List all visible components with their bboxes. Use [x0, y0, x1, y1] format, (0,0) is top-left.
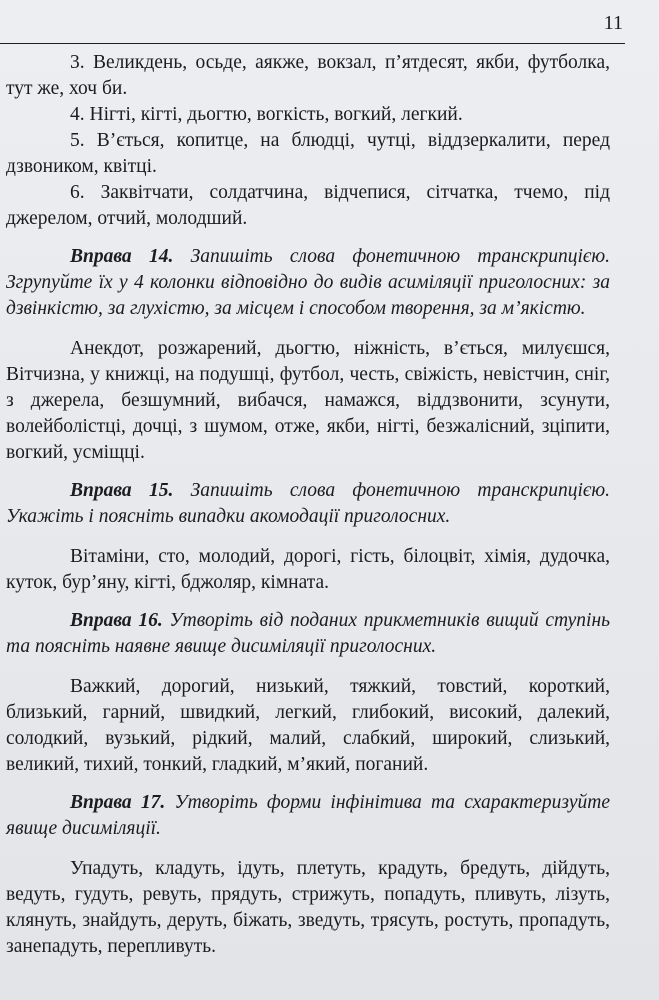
- exercise-15-task: [6, 478, 610, 530]
- list-item-4: 4. Нігті, кігті, дьогтю, вогкість, вогкий, легкий.: [70, 104, 463, 125]
- list-item-5: 5. В’ється, копитце, на блюдці, чутці, віддзеркалити, перед дзвоником, квітці.: [6, 130, 610, 177]
- exercise-15-instruction: Запишіть слова фонетичною транскрипцією. Укажіть і поясніть випадки акомодації приголосних.: [6, 480, 610, 527]
- list-item-6: 6. Заквітчати, солдатчина, відчепися, сітчатка, тчемо, під джерелом, отчий, молодший.: [6, 182, 610, 229]
- list-item-3: 3. Великдень, осьде, аякже, вокзал, п’ятдесят, якби, футболка, тут же, хоч би.: [6, 52, 610, 99]
- exercise-17-words: Упадуть, кладуть, ідуть, плетуть, крадуть, бредуть, дійдуть, ведуть, гудуть, ревуть, прядуть, стрижуть, попадуть, пливуть, лізуть, клянуть, знайдуть, деруть, біжать, зведуть, трясуть, ростуть, пропадуть, занепадуть, перепливуть.: [6, 858, 610, 957]
- exercise-17-task: [6, 790, 610, 842]
- exercise-16-words: Важкий, дорогий, низький, тяжкий, товстий, короткий, близький, гарний, швидкий, легкий, глибокий, високий, далекий, солодкий, вузький, рідкий, малий, слабкий, широкий, слизький, великий, тихий, тонкий, гладкий, м’який, поганий.: [6, 676, 610, 775]
- exercise-16-title: Вправа 16.: [70, 610, 163, 631]
- exercise-14-task: [6, 244, 610, 322]
- exercise-17-title: Вправа 17.: [70, 792, 166, 813]
- exercise-15-title: Вправа 15.: [70, 480, 174, 501]
- exercise-14-instruction: Запишіть слова фонетичною транскрипцією. Згрупуйте їх у 4 колонки відповідно до видів асиміляції приголосних: за дзвінкістю, за глухістю, за місцем і способом творення, за м’якістю.: [6, 246, 610, 319]
- exercise-14-words: Анекдот, розжарений, дьогтю, ніжність, в’ється, милуєшся, Вітчизна, у книжці, на подушці, футбол, честь, свіжість, невістчин, сніг, з джерела, безшумний, вибачся, намажся, віддзвонити, зсунути, волейболістці, дочці, з шумом, отже, якби, нігті, безжалісний, зціпити, вогкий, усміщці.: [6, 338, 610, 463]
- page-number: 11: [603, 12, 623, 34]
- exercise-17-instruction: Утворіть форми інфінітива та схарактеризуйте явище дисиміляції.: [6, 792, 611, 839]
- exercise-14-title: Вправа 14.: [70, 246, 174, 267]
- page-content: [6, 50, 610, 960]
- header-rule: [0, 43, 625, 44]
- exercise-16-instruction: Утворіть від поданих прикметників вищий ступінь та поясніть наявне явище дисиміляції приголосних.: [6, 610, 611, 657]
- exercise-15-words: Вітаміни, сто, молодий, дорогі, гість, білоцвіт, хімія, дудочка, куток, бур’яну, кігті, бджоляр, кімната.: [6, 546, 610, 593]
- exercise-16-task: [6, 608, 610, 660]
